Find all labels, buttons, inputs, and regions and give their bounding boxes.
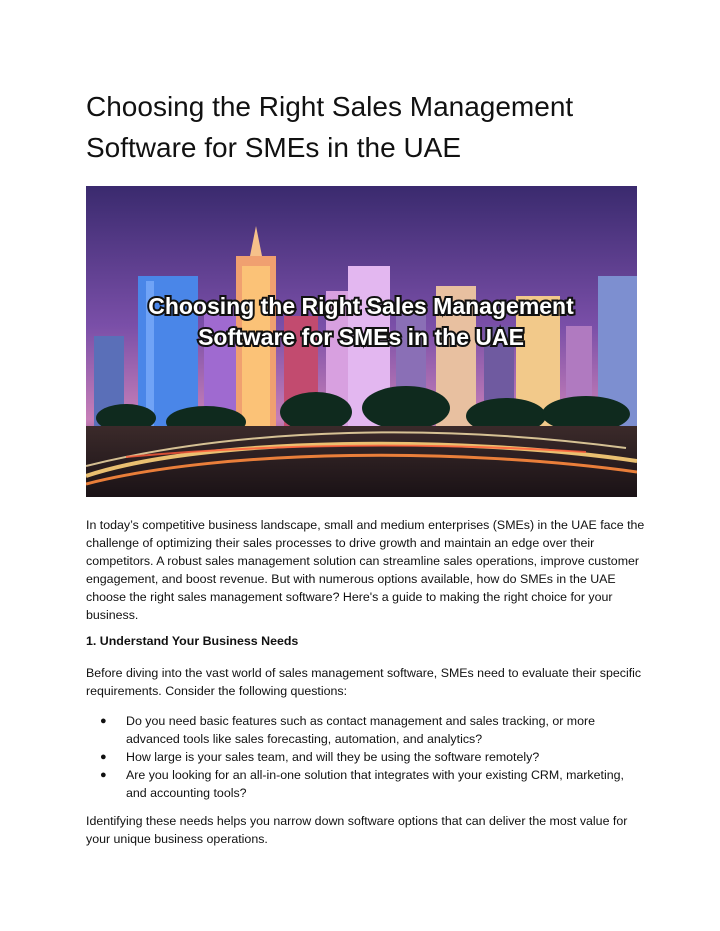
list-item [86,766,646,802]
section-paragraph: Before diving into the vast world of sales management software, SMEs need to evaluate their specific requirements. Consider the following questions: [86,666,642,698]
section-heading: 1. Understand Your Business Needs [86,634,299,648]
list-item-text: Are you looking for an all-in-one solution that integrates with your existing CRM, marketing, and accounting tools? [126,768,624,800]
hero-overlay-line-2: Software for SMEs in the UAE [198,324,524,350]
hero-overlay-line-1: Choosing the Right Sales Management [148,293,574,319]
bullet-icon: ● [100,715,107,727]
list-item [86,748,646,766]
hero-image [86,186,637,497]
bullet-icon: ● [100,769,107,781]
document-title: Choosing the Right Sales Management Software for SMEs in the UAE [86,91,574,163]
closing-paragraph: Identifying these needs helps you narrow down software options that can deliver the most value for your unique business operations. [86,814,628,846]
list-item-text: Do you need basic features such as contact management and sales tracking, or more advanced tools like sales forecasting, automation, and analytics? [126,714,596,746]
questions-list [86,712,646,802]
bullet-icon: ● [100,751,107,763]
list-item [86,712,646,748]
intro-paragraph: In today’s competitive business landscape, small and medium enterprises (SMEs) in the UAE face the challenge of optimizing their sales processes to drive growth and maintain an edge over their competitors. A robust sales management solution can streamline sales operations, improve customer engagement, and boost revenue. But with numerous options available, how do SMEs in the UAE choose the right sales management software? Here's a guide to making the right choice for your business. [86,518,645,622]
list-item-text: How large is your sales team, and will they be using the software remotely? [126,750,540,764]
